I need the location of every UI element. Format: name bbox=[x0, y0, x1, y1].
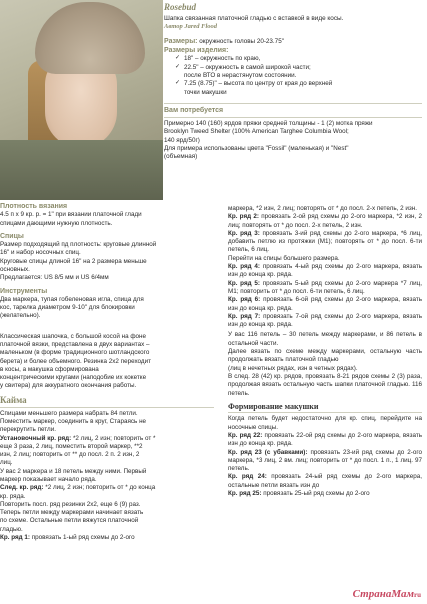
info-paragraph: В след. 28 (42) кр. рядов, провязать 8-21 рядов схемы 2 (3) раза, продолжая вязать остальную часть шапки платочной гладью. 116 петель. bbox=[228, 372, 422, 397]
crown-row-22 bbox=[228, 432, 422, 449]
sizes-label: Размеры: bbox=[164, 37, 198, 45]
site-watermark bbox=[353, 587, 421, 602]
dimension-item: ✓ 22.5" – окружность в самой широкой части; bbox=[164, 64, 422, 72]
next-row-label: След. кр. ряд: bbox=[0, 484, 44, 492]
pattern-row bbox=[228, 255, 422, 263]
gauge-line: спицами дающими нужную плотность. bbox=[0, 219, 113, 227]
row-text: провязать 6-ой ряд схемы до 2-ого маркера, вязать изн до конца кр. ряда. bbox=[228, 296, 422, 312]
needles-line: Размер подходящий пд плотность: круговые длинной bbox=[0, 241, 157, 249]
row1 bbox=[0, 534, 214, 542]
divider bbox=[164, 117, 422, 118]
row-text: провязать 3-ий ряд схемы до 2-ого маркера, *6 лиц, добавить петлю из протяжки (М1); повторять от * до посл. 6-ти петель, 6 лиц. bbox=[228, 229, 423, 254]
edging-heading: Кайма bbox=[0, 394, 27, 405]
description-line: маленьком (в форме традиционного шотландского bbox=[0, 349, 150, 357]
next-line: кр. ряда. bbox=[0, 492, 26, 500]
materials-line: (объемная) bbox=[164, 153, 198, 161]
watermark-suffix: ru bbox=[414, 591, 421, 600]
row-text: провязать 22-ой ряд схемы до 2-ого маркера, вязать изн до конца кр. ряда. bbox=[228, 431, 422, 448]
crown-row-24 bbox=[228, 473, 422, 490]
edging-line: перекрутить петли. bbox=[0, 426, 56, 434]
row-label: Кр. ряд 23 (с убавками): bbox=[228, 448, 308, 456]
needles-heading: Спицы bbox=[0, 232, 24, 240]
crown-row-25 bbox=[228, 490, 422, 498]
row-label: Кр. ряд 24: bbox=[228, 473, 267, 481]
row-text: провязать 25-ый ряд схемы до 2-ого bbox=[263, 490, 370, 498]
dimension-item: точки макушки bbox=[184, 88, 227, 96]
pattern-row bbox=[228, 263, 422, 280]
setup-line: еще 3 раза, 2 лиц, поместить второй маркер, **2 bbox=[0, 442, 143, 450]
crown-heading: Формирование макушки bbox=[228, 401, 319, 411]
row-label: Кр. ряд 22: bbox=[228, 431, 263, 439]
watermark-text: Страна bbox=[352, 588, 392, 601]
row-label: Кр. ряд 2: bbox=[228, 213, 259, 221]
pattern-row bbox=[228, 313, 422, 330]
pattern-author: Автор Jared Flood bbox=[164, 23, 218, 31]
setup-line: изн, 2 лиц; повторить от ** до посл. 2 п. 2 изн, 2 bbox=[0, 451, 140, 459]
needles-line: Круговые спицы длиной 16" на 2 размера меньше bbox=[0, 257, 147, 265]
row-label: Кр. ряд 25: bbox=[228, 490, 262, 498]
divider bbox=[228, 412, 422, 413]
watermark-text-2: Мам bbox=[391, 588, 414, 601]
info-paragraph: (лиц в нечетных рядах, изн в четных рядах). bbox=[228, 364, 358, 372]
dimensions-heading: Размеры изделия: bbox=[164, 47, 229, 55]
model-photo bbox=[0, 0, 163, 200]
row-label: Кр. ряд 5: bbox=[228, 279, 260, 287]
materials-line: Примерно 140 (160) ярдов пряжи средней толщины - 1 (2) мотка пряжи bbox=[164, 120, 373, 128]
row1-label: Кр. ряд 1: bbox=[0, 534, 30, 542]
left-column bbox=[0, 202, 214, 542]
row-text: провязать 24-ый ряд схемы до 2-ого маркера, остальные петли вязать изн до bbox=[228, 473, 422, 489]
row-label: Кр. ряд 4: bbox=[228, 263, 261, 271]
markers-line: У вас 2 маркера и 18 петель между ними. Первый bbox=[0, 467, 147, 475]
gauge-heading: Плотность вязания bbox=[0, 203, 68, 210]
needles-line: основных. bbox=[0, 265, 30, 273]
materials-line: 140 ярд/50г) bbox=[164, 136, 200, 144]
dimension-item: ✓ 18" – окружность по краю, bbox=[164, 55, 422, 63]
tools-line: кос, тарелка диаметром 9-10" для блокировки bbox=[0, 304, 135, 312]
dimension-item: после ВТО в нерастянутом состоянии. bbox=[184, 72, 297, 80]
dimension-item: ✓ 7.25 (8.75)" – высота по центру от края до верхней bbox=[164, 80, 422, 88]
next-line: Повторить посл. ряд резинки 2х2, еще 6 (9) раз. bbox=[0, 500, 141, 508]
tools-line: (желательно). bbox=[0, 312, 41, 320]
description-line: концентрическими кругами (наподобие их кокетке bbox=[0, 374, 147, 382]
next-line: Теперь петли между маркерами начинает вязать bbox=[0, 509, 144, 517]
crown-intro: Когда петель будет недостаточно для кр. спиц, перейдите на носочные спицы. bbox=[228, 415, 422, 431]
pattern-row bbox=[228, 280, 422, 297]
tools-heading: Инструменты bbox=[0, 287, 48, 295]
tools-line: Два маркера, тупая гобеленовая игла, спица для bbox=[0, 295, 144, 303]
info-paragraph: Далее вязать по схеме между маркерами, остальную часть продолжать вязать платочной гладью bbox=[228, 348, 422, 364]
materials-line: Brooklyn Tweed Shelter (100% American Targhee Columbia Wool; bbox=[164, 128, 349, 136]
next-row-text: *2 лиц, 2 изн; повторить от * до конца bbox=[45, 484, 156, 492]
row-text: Перейти на спицы большего размера. bbox=[228, 254, 340, 262]
pattern-row bbox=[228, 230, 422, 255]
description-line: платочной вязки, представлена в двух вариантах – bbox=[0, 340, 150, 348]
setup-row-label: Установочный кр. ряд: bbox=[0, 434, 72, 442]
needles-line: 16" и набор носочных спиц. bbox=[0, 249, 81, 257]
next-line: гладью. bbox=[0, 525, 23, 533]
edging-line: Поместить маркер, соединить в круг, Стараясь не bbox=[0, 417, 147, 425]
row-text: провязать 2-ой ряд схемы до 2-ого маркера, *2 изн, 2 лиц; повторять от * до посл. 2-х петель, 2 изн. bbox=[228, 213, 422, 229]
photo-hat-shape bbox=[35, 2, 145, 74]
pattern-title: Rosebud bbox=[164, 2, 197, 12]
description-line: Классическая шапочка, с большой косой на фоне bbox=[0, 332, 146, 340]
row-text: провязать 4-ый ряд схемы до 2-ого маркера, вязать изн до конца кр. ряда. bbox=[228, 263, 422, 279]
materials-line: Для примера использованы цвета "Fossil" (маленькая) и "Nest" bbox=[164, 145, 349, 153]
row-text: провязать 7-ой ряд схемы до 2-ого маркера, вязать изн до конца кр. ряда. bbox=[228, 312, 422, 329]
row-text: провязать 5-ый ряд схемы до 2-ого маркера *7 лиц, М1; повторить от * до посл. 6-ти петель, 6 лиц. bbox=[228, 279, 423, 295]
sizes-text: окружность головы 20-23.75" bbox=[199, 37, 284, 45]
edging-line: Спицами меньшего размера набрать 84 петли. bbox=[0, 409, 138, 417]
next-line: по схеме. Остальные петли вяжутся платочной bbox=[0, 517, 139, 525]
photo-coat-shape bbox=[0, 140, 163, 200]
gauge-line: 4.5 п х 9 кр. р. = 1" при вязании платочной глади bbox=[0, 211, 142, 219]
description-line: у свитера) для аккуратного окончания работы. bbox=[0, 382, 137, 390]
setup-row-text: *2 лиц, 2 изн; повторить от * bbox=[72, 434, 156, 442]
header-block bbox=[164, 0, 422, 162]
pattern-row bbox=[228, 296, 422, 313]
row1-text: провязать 1-ый ряд схемы до 2-ого bbox=[31, 534, 135, 542]
right-column bbox=[228, 205, 422, 498]
markers-line: маркер показывает начало ряда. bbox=[0, 476, 97, 483]
row-label: Кр. ряд 3: bbox=[228, 229, 260, 237]
row-text: маркера, *2 изн, 2 лиц; повторять от * до посл. 2-х петель, 2 изн. bbox=[228, 205, 417, 212]
needles-line: Предлагается: US 8/5 мм и US 6/4мм bbox=[0, 274, 109, 282]
row-text: провязать 23-ий ряд схемы до 2-ого маркера, *3 лиц, 2 вм. лиц; повторить от * до посл. 1 п., 1 лиц. 97 петель. bbox=[228, 448, 422, 473]
divider bbox=[164, 103, 422, 104]
info-paragraph: У вас 116 петель – 30 петель между маркерами, и 86 петель в остальной части. bbox=[228, 331, 422, 347]
divider bbox=[0, 407, 214, 408]
description-line: в косы, а макушка сформирована bbox=[0, 365, 99, 373]
setup-row bbox=[0, 435, 214, 443]
crown-row-23 bbox=[228, 449, 422, 474]
sizes-row bbox=[164, 37, 422, 46]
description-line: берета) и более объемного. Резинка 2х2 переходит bbox=[0, 357, 151, 365]
next-row bbox=[0, 484, 214, 492]
row-label: Кр. ряд 6: bbox=[228, 296, 261, 304]
setup-line: лиц. bbox=[0, 459, 13, 467]
pattern-row bbox=[228, 213, 422, 230]
row-label: Кр. ряд 7: bbox=[228, 312, 261, 320]
materials-heading: Вам потребуется bbox=[164, 106, 224, 114]
pattern-subtitle: Шапка связанная платочной гладью с вставкой в виде косы. bbox=[164, 14, 344, 22]
